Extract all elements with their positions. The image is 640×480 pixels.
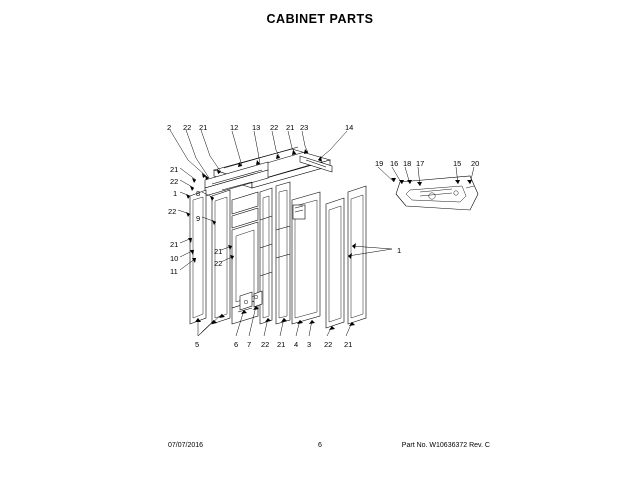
callout-21-left: 21 (170, 165, 179, 174)
callout-17: 17 (416, 159, 425, 168)
callout-11: 11 (170, 267, 178, 276)
callout-22-bot2: 22 (324, 340, 333, 349)
callout-19: 19 (375, 159, 384, 168)
footer-page-number: 6 (318, 442, 322, 449)
callout-21: 21 (199, 123, 208, 132)
callout-4: 4 (294, 340, 299, 349)
callout-7: 7 (247, 340, 252, 349)
callout-8: 8 (196, 189, 201, 198)
callout-22-top: 22 (270, 123, 279, 132)
callout-20: 20 (471, 159, 480, 168)
callout-21-bot2: 21 (344, 340, 353, 349)
callout-23: 23 (300, 123, 309, 132)
callout-18: 18 (403, 159, 412, 168)
callout-22-left: 22 (170, 177, 179, 186)
callout-1-right: 1 (397, 246, 402, 255)
callout-10: 10 (170, 254, 179, 263)
callout-5: 5 (195, 340, 200, 349)
callout-1-left: 1 (173, 189, 178, 198)
footer-date: 07/07/2016 (168, 442, 204, 449)
callout-15: 15 (453, 159, 462, 168)
callout-22-bot: 22 (261, 340, 270, 349)
callout-21-mid: 21 (214, 247, 223, 256)
callout-21-left2: 21 (170, 240, 179, 249)
footer-part-number: Part No. W10636372 Rev. C (401, 442, 490, 449)
callout-22-left2: 22 (168, 207, 177, 216)
callout-2: 2 (167, 123, 172, 132)
callout-21-bot: 21 (277, 340, 286, 349)
callout-12: 12 (230, 123, 239, 132)
callout-14: 14 (345, 123, 354, 132)
callout-21-top: 21 (286, 123, 295, 132)
page-footer (0, 442, 640, 454)
callout-16: 16 (390, 159, 399, 168)
callout-22-mid: 22 (214, 259, 223, 268)
callout-3: 3 (307, 340, 312, 349)
page-title: CABINET PARTS (266, 12, 374, 26)
callout-13: 13 (252, 123, 261, 132)
callout-9: 9 (196, 214, 201, 223)
callout-6: 6 (234, 340, 239, 349)
callout-22: 22 (183, 123, 192, 132)
